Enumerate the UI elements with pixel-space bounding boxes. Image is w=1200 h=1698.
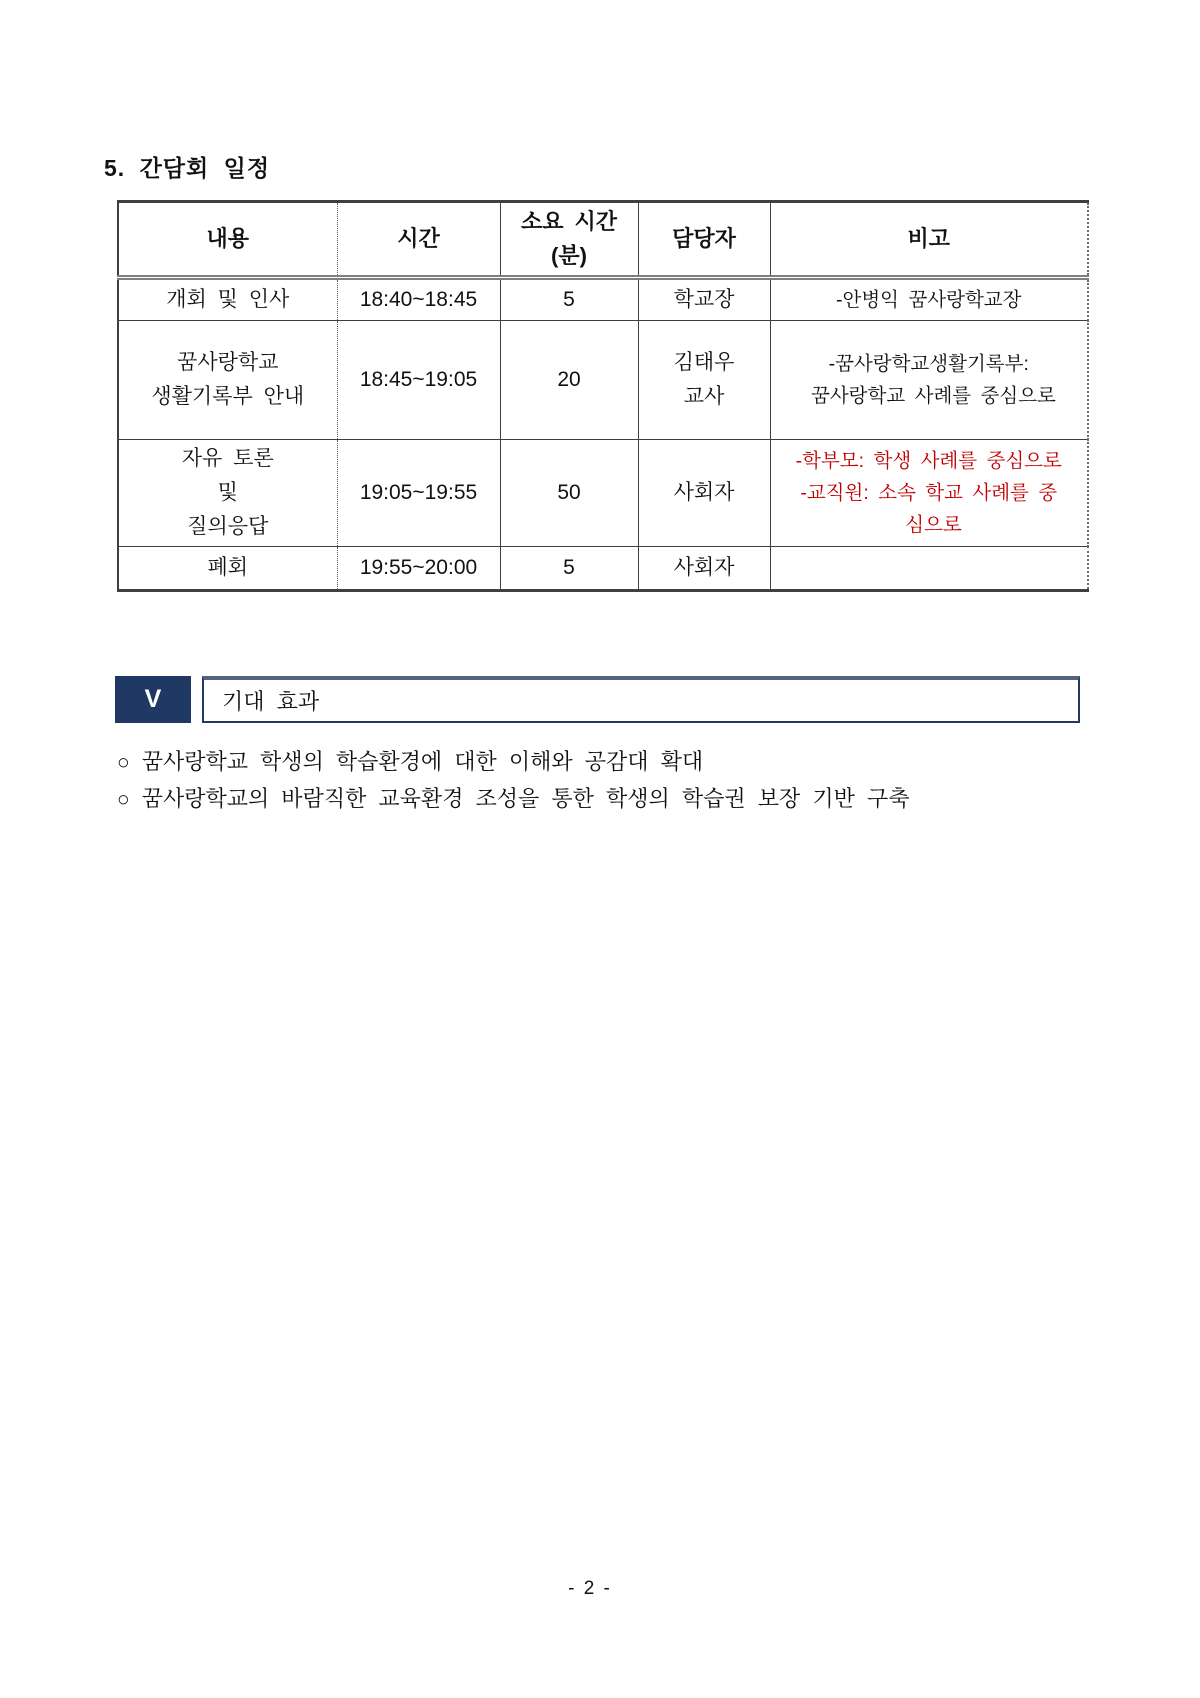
cell-note-empty xyxy=(770,547,1088,591)
column-header-note xyxy=(770,202,1088,278)
cell-manager xyxy=(638,440,770,547)
header-label: 내용 xyxy=(206,226,249,251)
cell-text: 학교장 xyxy=(673,288,735,311)
cell-text: 5 xyxy=(563,556,575,579)
cell-note xyxy=(770,321,1088,440)
list-item xyxy=(117,781,1107,818)
cell-text: 심으로 xyxy=(895,514,962,536)
column-header-duration xyxy=(500,202,638,278)
cell-text: 사회자 xyxy=(673,481,735,504)
cell-text: 교사 xyxy=(683,385,725,408)
header-label: 시간 xyxy=(397,226,440,251)
column-header-content xyxy=(118,202,337,278)
cell-text: -교직원: 소속 학교 사례를 중 xyxy=(800,482,1058,504)
cell-duration xyxy=(500,321,638,440)
cell-text: 질의응답 xyxy=(187,515,269,538)
bullet-circle-icon: ○ xyxy=(117,788,130,811)
cell-duration xyxy=(500,440,638,547)
cell-text: 사회자 xyxy=(673,556,735,579)
schedule-table-container xyxy=(117,200,1089,592)
table-row-discussion xyxy=(118,440,1088,547)
cell-content xyxy=(118,440,337,547)
cell-text: 생활기록부 안내 xyxy=(151,385,305,408)
cell-content xyxy=(118,321,337,440)
cell-text: -학부모: 학생 사례를 중심으로 xyxy=(795,450,1062,472)
cell-manager xyxy=(638,547,770,591)
cell-duration xyxy=(500,547,638,591)
cell-text: 김태우 xyxy=(673,351,735,374)
table-row-record-guide xyxy=(118,321,1088,440)
cell-time xyxy=(337,321,500,440)
page-number: - 2 - xyxy=(568,1578,612,1599)
cell-text: 자유 토론 xyxy=(181,447,274,470)
cell-content xyxy=(118,278,337,321)
page-title: 5. 간담회 일정 xyxy=(104,155,271,181)
column-header-manager xyxy=(638,202,770,278)
cell-content xyxy=(118,547,337,591)
cell-text: 18:40~18:45 xyxy=(359,288,478,311)
cell-text: 19:55~20:00 xyxy=(359,556,478,579)
table-row-closing xyxy=(118,547,1088,591)
header-label: 소요 시간 xyxy=(520,209,618,234)
cell-text: 꿈사랑학교 사례를 중심으로 xyxy=(801,385,1056,407)
table-row-opening xyxy=(118,278,1088,321)
column-header-time xyxy=(337,202,500,278)
expected-effects-list xyxy=(117,744,1107,818)
cell-time xyxy=(337,278,500,321)
cell-text: 폐회 xyxy=(207,556,249,579)
table-header-row xyxy=(118,202,1088,278)
list-item xyxy=(117,744,1107,781)
cell-manager xyxy=(638,278,770,321)
cell-text: 개회 및 인사 xyxy=(166,288,290,311)
cell-note-highlighted xyxy=(770,440,1088,547)
cell-duration xyxy=(500,278,638,321)
cell-text: 및 xyxy=(217,481,238,504)
list-item-text: 꿈사랑학교 학생의 학습환경에 대한 이해와 공감대 확대 xyxy=(141,749,704,774)
cell-manager xyxy=(638,321,770,440)
section-title: 기대 효과 xyxy=(222,689,320,714)
cell-text: -꿈사랑학교생활기록부: xyxy=(828,353,1029,375)
schedule-table xyxy=(117,200,1089,592)
bullet-circle-icon: ○ xyxy=(117,751,130,774)
section-title-box xyxy=(202,676,1080,723)
cell-time xyxy=(337,547,500,591)
cell-note xyxy=(770,278,1088,321)
cell-time xyxy=(337,440,500,547)
cell-text: 꿈사랑학교 xyxy=(177,351,279,374)
cell-text: -안병익 꿈사랑학교장 xyxy=(836,289,1022,311)
cell-text: 5 xyxy=(563,288,575,311)
section-header xyxy=(115,676,1080,723)
header-label: (분) xyxy=(551,243,587,268)
cell-text: 20 xyxy=(557,368,581,391)
header-label: 담당자 xyxy=(672,226,736,251)
header-label: 비고 xyxy=(907,226,950,251)
list-item-text: 꿈사랑학교의 바람직한 교육환경 조성을 통한 학생의 학습권 보장 기반 구축 xyxy=(141,786,910,811)
cell-text: 18:45~19:05 xyxy=(359,368,478,391)
section-number-badge: V xyxy=(115,676,191,723)
cell-text: 19:05~19:55 xyxy=(359,481,478,504)
cell-text: 50 xyxy=(557,481,581,504)
